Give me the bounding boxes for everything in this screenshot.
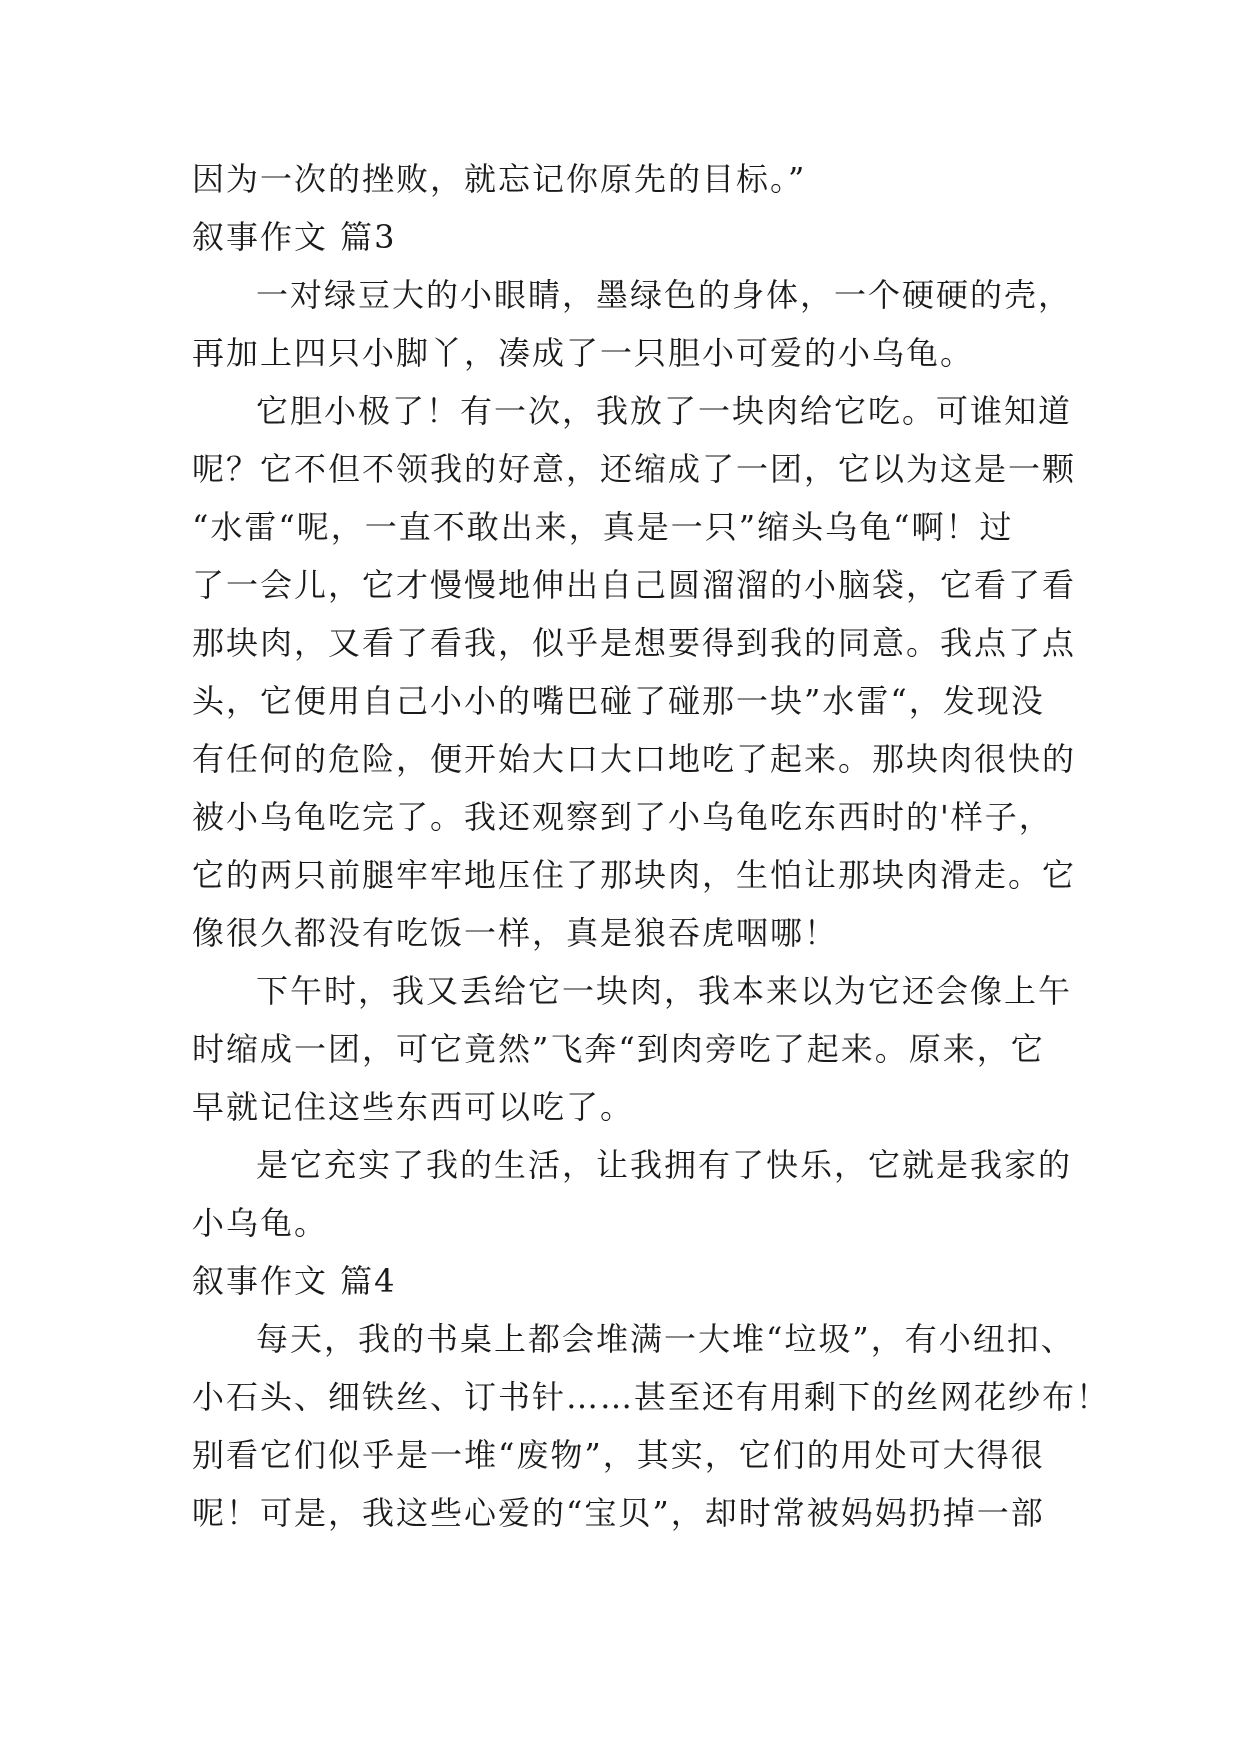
- text-line: 它的两只前腿牢牢地压住了那块肉，生怕让那块肉滑走。它: [192, 856, 1077, 894]
- text-line: 小石头、细铁丝、订书针……甚至还有用剩下的丝网花纱布！: [192, 1378, 1111, 1416]
- text-line: “水雷“呢，一直不敢出来，真是一只”缩头乌龟“啊！过: [192, 508, 1014, 546]
- text-line: 有任何的危险，便开始大口大口地吃了起来。那块肉很快的: [192, 740, 1077, 778]
- text-line: 像很久都没有吃饭一样，真是狼吞虎咽哪！: [192, 914, 839, 952]
- paragraph-first-line: 是它充实了我的生活，让我拥有了快乐，它就是我家的: [256, 1146, 1073, 1184]
- text-line: 头，它便用自己小小的嘴巴碰了碰那一块”水雷“，发现没: [192, 682, 1045, 720]
- text-line: 那块肉，又看了看我，似乎是想要得到我的同意。我点了点: [192, 624, 1077, 662]
- text-line: 了一会儿，它才慢慢地伸出自己圆溜溜的小脑袋，它看了看: [192, 566, 1077, 604]
- document-body: [192, 150, 1111, 1542]
- text-line: 早就记住这些东西可以吃了。: [192, 1088, 635, 1126]
- paragraph-first-line: 每天，我的书桌上都会堆满一大堆“垃圾”，有小纽扣、: [256, 1320, 1075, 1358]
- text-line: 小乌龟。: [192, 1204, 329, 1242]
- paragraph-first-line: 一对绿豆大的小眼睛，墨绿色的身体，一个硬硬的壳，: [256, 276, 1073, 314]
- text-line: 别看它们似乎是一堆“废物”，其实，它们的用处可大得很: [192, 1436, 1045, 1474]
- text-line: 呢！可是，我这些心爱的“宝贝”，却时常被妈妈扔掉一部: [192, 1494, 1045, 1532]
- text-line: 被小乌龟吃完了。我还观察到了小乌龟吃东西时的'样子，: [192, 798, 1053, 836]
- paragraph-first-line: 下午时，我又丢给它一块肉，我本来以为它还会像上午: [256, 972, 1073, 1010]
- paragraph-first-line: 它胆小极了！有一次，我放了一块肉给它吃。可谁知道: [256, 392, 1073, 430]
- text-line: 再加上四只小脚丫，凑成了一只胆小可爱的小乌龟。: [192, 334, 975, 372]
- text-line: 因为一次的挫败，就忘记你原先的目标。”: [192, 160, 807, 198]
- section-heading: 叙事作文 篇4: [192, 1262, 397, 1300]
- text-line: 时缩成一团，可它竟然”飞奔“到肉旁吃了起来。原来，它: [192, 1030, 1045, 1068]
- text-line: 呢？它不但不领我的好意，还缩成了一团，它以为这是一颗: [192, 450, 1077, 488]
- section-heading: 叙事作文 篇3: [192, 218, 397, 256]
